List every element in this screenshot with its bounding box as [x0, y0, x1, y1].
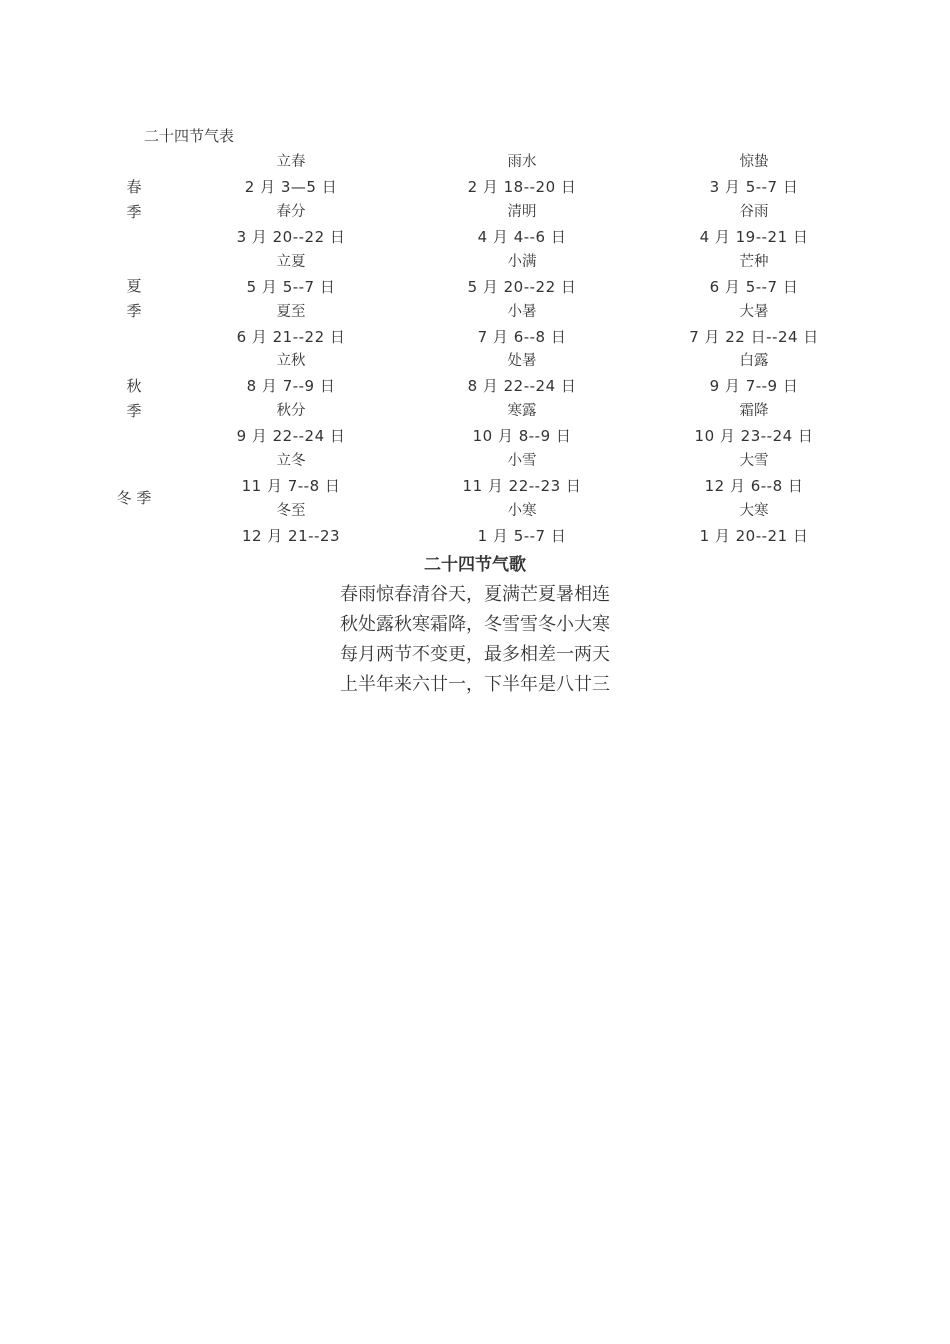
term-date: 4 月 19--21 日 — [699, 228, 809, 246]
term-date: 10 月 23--24 日 — [694, 427, 814, 445]
term-name: 小雪 — [507, 452, 537, 469]
term-name: 清明 — [507, 204, 537, 220]
term-name: 大雪 — [739, 452, 769, 469]
term-date: 3 月 5--7 日 — [709, 178, 799, 196]
season-label-char: 秋 — [126, 376, 142, 395]
term-date: 2 月 3—5 日 — [244, 178, 338, 196]
term-cell — [422, 499, 622, 549]
term-cell — [191, 300, 391, 350]
term-cell — [422, 200, 622, 250]
term-date: 11 月 22--23 日 — [462, 476, 582, 495]
term-date: 12 月 6--8 日 — [704, 476, 804, 495]
term-cell — [191, 449, 391, 499]
song-verse — [0, 580, 950, 700]
table-title: 二十四节气表 — [144, 127, 235, 145]
term-date: 11 月 7--8 日 — [241, 476, 341, 495]
table-row — [108, 150, 888, 200]
term-date: 3 月 20--22 日 — [236, 228, 346, 246]
term-cell — [191, 200, 391, 250]
season-label-char: 季 — [126, 202, 142, 221]
song-line: 上半年来六廿一，下半年是八廿三 — [340, 674, 610, 695]
table-row — [108, 399, 888, 449]
term-name: 冬至 — [276, 502, 306, 519]
season-block — [108, 349, 888, 449]
term-name: 立春 — [276, 154, 306, 170]
term-name: 大寒 — [739, 502, 769, 519]
term-cell — [654, 399, 854, 449]
term-date: 7 月 6--8 日 — [477, 327, 567, 346]
term-name: 夏至 — [276, 303, 306, 320]
song-line: 秋处露秋寒霜降，冬雪雪冬小大寒 — [340, 614, 610, 635]
term-date: 1 月 20--21 日 — [699, 526, 809, 545]
term-date: 8 月 22--24 日 — [467, 377, 577, 395]
term-cell — [654, 300, 854, 350]
term-name: 立冬 — [276, 452, 306, 469]
term-cell — [191, 499, 391, 549]
season-label-char: 季 — [126, 302, 142, 321]
season-block — [108, 250, 888, 350]
song-line: 每月两节不变更，最多相差一两天 — [340, 644, 610, 665]
term-date: 9 月 7--9 日 — [709, 377, 799, 395]
term-name: 芒种 — [739, 253, 769, 270]
term-name: 霜降 — [739, 403, 769, 419]
term-date: 6 月 5--7 日 — [709, 277, 799, 296]
term-cell — [191, 349, 391, 399]
season-label-char: 冬 季 — [116, 488, 152, 507]
term-cell — [654, 200, 854, 250]
table-row — [108, 200, 888, 250]
term-name: 小满 — [507, 253, 537, 270]
season-block — [108, 449, 888, 549]
term-name: 立秋 — [276, 353, 306, 369]
term-date: 6 月 21--22 日 — [236, 327, 346, 346]
term-cell — [654, 349, 854, 399]
term-cell — [654, 250, 854, 300]
term-cell — [654, 150, 854, 200]
term-cell — [422, 250, 622, 300]
term-date: 5 月 20--22 日 — [467, 277, 577, 296]
term-name: 惊蛰 — [739, 154, 769, 170]
term-cell — [191, 399, 391, 449]
term-cell — [654, 499, 854, 549]
term-name: 寒露 — [507, 403, 537, 419]
season-block — [108, 150, 888, 250]
table-row — [108, 449, 888, 499]
term-cell — [191, 250, 391, 300]
term-name: 雨水 — [507, 154, 537, 170]
solar-terms-table — [108, 150, 888, 548]
term-name: 白露 — [739, 353, 769, 369]
term-date: 9 月 22--24 日 — [236, 427, 346, 445]
term-name: 小暑 — [507, 303, 537, 320]
term-cell — [191, 150, 391, 200]
term-name: 小寒 — [507, 502, 537, 519]
term-name: 立夏 — [276, 253, 306, 270]
term-date: 1 月 5--7 日 — [477, 526, 567, 545]
term-date: 12 月 21--23 — [241, 526, 341, 545]
table-row — [108, 499, 888, 549]
term-name: 春分 — [276, 204, 306, 220]
table-row — [108, 300, 888, 350]
term-name: 大暑 — [739, 303, 769, 320]
term-cell — [422, 449, 622, 499]
season-label-char: 夏 — [126, 277, 142, 296]
term-cell — [422, 300, 622, 350]
term-name: 谷雨 — [739, 204, 769, 220]
term-name: 秋分 — [276, 403, 306, 419]
term-date: 8 月 7--9 日 — [246, 377, 336, 395]
term-cell — [422, 399, 622, 449]
term-date: 2 月 18--20 日 — [467, 178, 577, 196]
season-label-char: 春 — [126, 177, 142, 196]
table-row — [108, 349, 888, 399]
term-date: 10 月 8--9 日 — [472, 427, 572, 445]
term-date: 5 月 5--7 日 — [246, 277, 336, 296]
term-date: 4 月 4--6 日 — [477, 228, 567, 246]
term-name: 处暑 — [507, 353, 537, 369]
table-row — [108, 250, 888, 300]
term-cell — [654, 449, 854, 499]
term-date: 7 月 22 日--24 日 — [689, 327, 819, 346]
term-cell — [422, 349, 622, 399]
season-label-char: 季 — [126, 401, 142, 420]
song-title: 二十四节气歌 — [424, 555, 526, 575]
term-cell — [422, 150, 622, 200]
song-line: 春雨惊春清谷天，夏满芒夏暑相连 — [340, 584, 610, 605]
